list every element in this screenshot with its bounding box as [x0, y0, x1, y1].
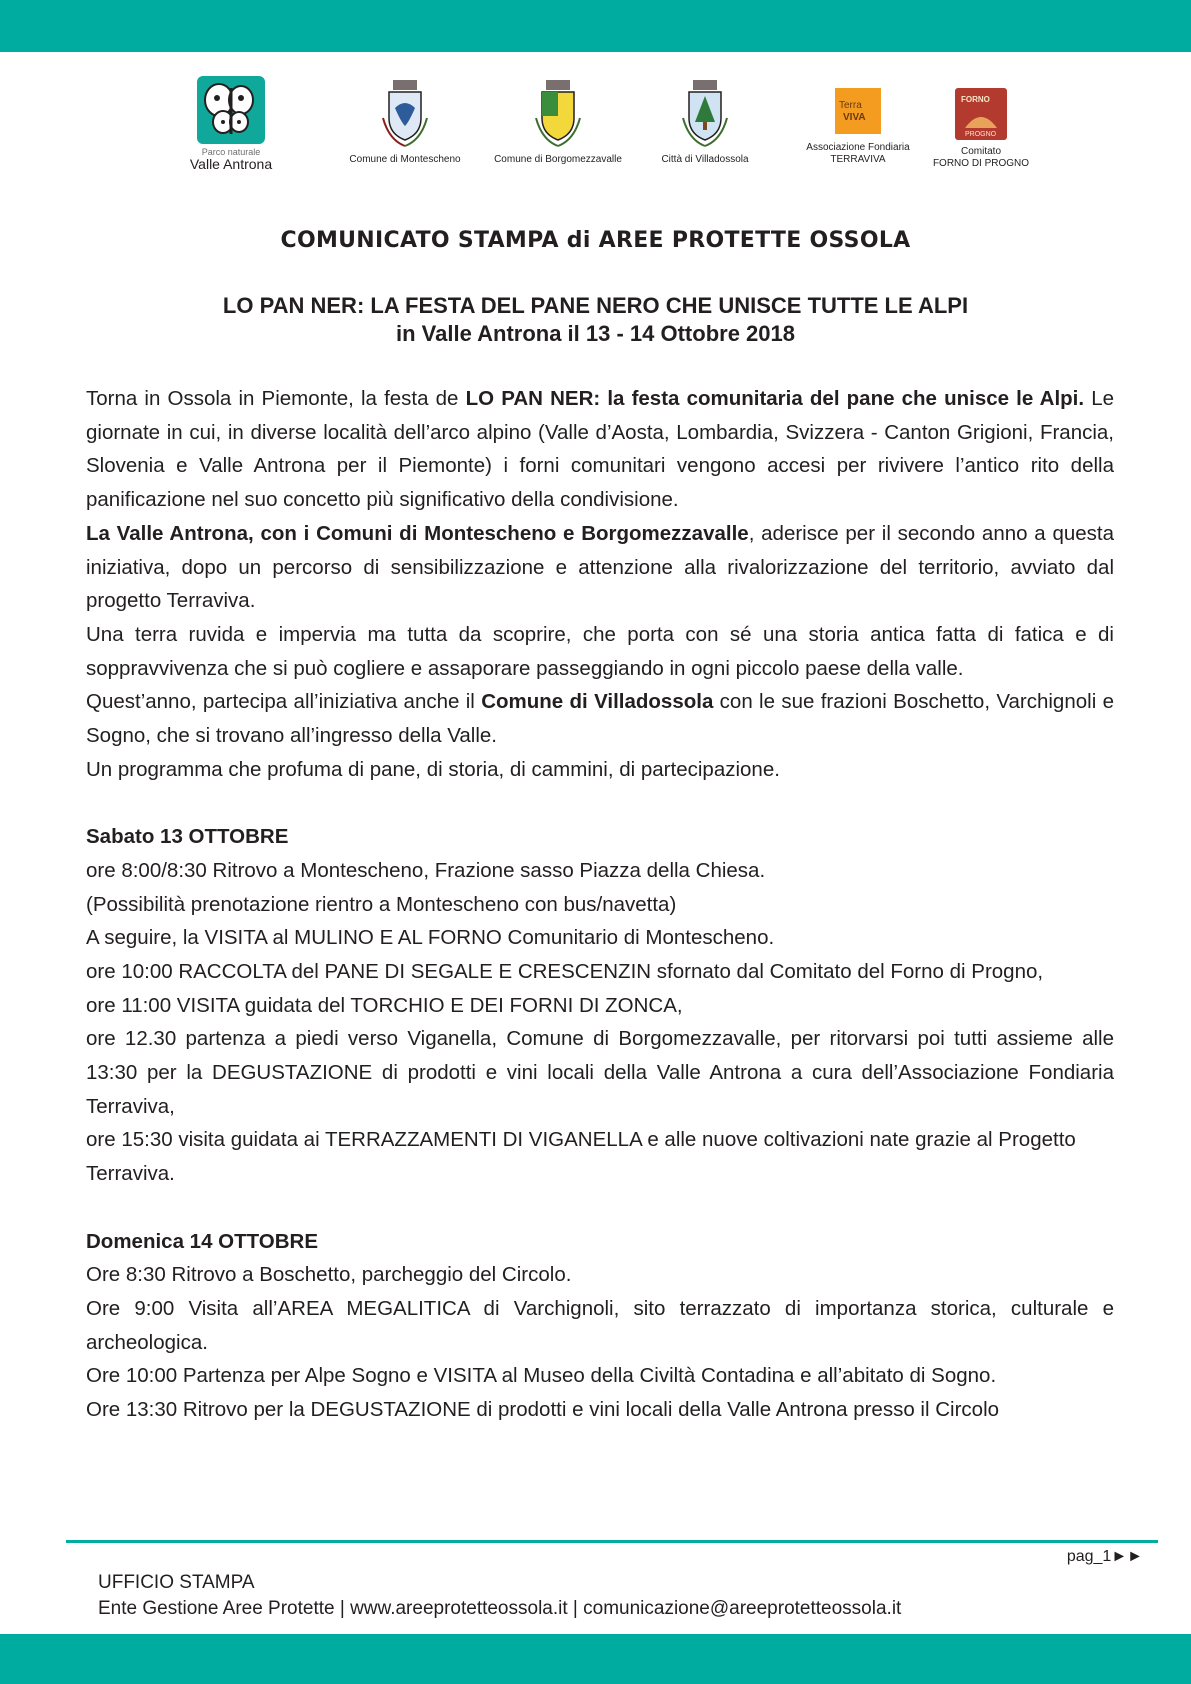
text-run: Quest’anno, partecipa all’iniziativa anche il — [86, 690, 482, 714]
domenica-title — [86, 1225, 1114, 1259]
spacer — [86, 1191, 1114, 1225]
sabato-title — [86, 820, 1114, 854]
domenica-item: Ore 13:30 Ritrovo per la DEGUSTAZIONE di prodotti e vini locali della Valle Antrona presso il Circolo — [86, 1398, 1000, 1422]
sabato-item: ore 8:00/8:30 Ritrovo a Montescheno, Frazione sasso Piazza della Chiesa. — [86, 858, 766, 882]
parco-caption: Valle Antrona — [189, 156, 273, 172]
villadossola-caption: Città di Villadossola — [661, 154, 749, 165]
header-band — [0, 0, 1191, 52]
montescheno-caption: Comune di Montescheno — [349, 154, 461, 165]
article-body — [86, 382, 1114, 1427]
headline — [0, 292, 1191, 348]
document-heading: COMUNICATO STAMPA di AREE PROTETTE OSSOLA — [280, 228, 911, 253]
text-run: Le giornate in cui, in diverse località dell’arco alpino (Valle d’Aosta, Lombardia, Svizzera - Canton Grigioni, Francia, Slovenia e Valle Antrona per il Piemonte) i forni comunitari vengono accesi per rivivere l’antico rito della panificazione nel suo concetto più significativo della condivisione. — [86, 387, 1115, 512]
forno-caption-1: Comitato — [960, 146, 1001, 157]
section-title: Domenica 14 OTTOBRE — [86, 1229, 319, 1253]
sabato-item: ore 12.30 partenza a piedi verso Viganella, Comune di Borgomezzavalle, per ritorvarsi poi tutti assieme alle 13:30 per la DEGUSTAZIONE di prodotti e vini locali della Valle Antrona a cura dell’Associazione Fondiaria Terraviva, — [86, 1027, 1114, 1118]
footer-contacts — [98, 1570, 901, 1622]
borgomezzavalle-caption: Comune di Borgomezzavalle — [494, 154, 622, 165]
sabato-item: ore 11:00 VISITA guidata del TORCHIO E DEI FORNI DI ZONCA, — [86, 993, 683, 1017]
sabato-item: ore 15:30 visita guidata ai TERRAZZAMENTI DI VIGANELLA e alle nuove coltivazioni nate grazie al Progetto Terraviva. — [86, 1128, 1076, 1186]
terraviva-logo-mark — [835, 88, 881, 134]
terraviva-caption-2: TERRAVIVA — [830, 154, 886, 165]
intro-paragraph-1 — [86, 382, 1114, 517]
page-number: pag_1►► — [1066, 1548, 1143, 1565]
svg-text:PROGNO: PROGNO — [965, 131, 997, 138]
crest-icon — [679, 78, 731, 150]
forno-logo-mark — [955, 88, 1007, 140]
spacer — [86, 786, 1114, 820]
villadossola-logo — [650, 78, 760, 166]
bold-text-run: La Valle Antrona, con i Comuni di Montescheno e Borgomezzavalle — [86, 521, 749, 545]
intro-paragraph-3: Una terra ruvida e impervia ma tutta da scoprire, che porta con sé una storia antica fatta di fatica e di soppravvivenza che si può cogliere e assaporare passeggiando in ogni piccolo paese della valle. — [86, 622, 1114, 680]
headline-line-2: in Valle Antrona il 13 - 14 Ottobre 2018 — [396, 321, 795, 346]
text-run: Torna in Ossola in Piemonte, la festa de — [86, 387, 466, 410]
domenica-item: Ore 9:00 Visita all’AREA MEGALITICA di Varchignoli, sito terrazzato di importanza storica, culturale e archeologica. — [86, 1296, 1114, 1354]
parco-caption-small: Parco naturale — [201, 147, 261, 157]
parco-valle-antrona-logo — [176, 76, 286, 172]
terraviva-caption-1: Associazione Fondiaria — [806, 142, 910, 153]
crest-icon — [532, 78, 584, 150]
headline-line-1: LO PAN NER: LA FESTA DEL PANE NERO CHE UNISCE TUTTE LE ALPI — [222, 293, 969, 318]
svg-text:VIVA: VIVA — [843, 112, 866, 123]
svg-text:Terra: Terra — [839, 100, 862, 111]
section-title: Sabato 13 OTTOBRE — [86, 825, 289, 849]
text-run: con le sue frazioni Boschetto, Varchignoli e Sogno, che si trovano all’ingresso della Valle. — [86, 690, 1114, 748]
butterfly-icon — [197, 76, 265, 144]
domenica-item: Ore 10:00 Partenza per Alpe Sogno e VISITA al Museo della Civiltà Contadina e all’abitato di Sogno. — [86, 1364, 997, 1388]
contacts-line: Ente Gestione Aree Protette | www.areeprotetteossola.it | comunicazione@areeprotetteossola.it — [98, 1598, 902, 1619]
bold-text-run: Comune di Villadossola — [481, 690, 714, 714]
sabato-item: ore 10:00 RACCOLTA del PANE DI SEGALE E CRESCENZIN sfornato dal Comitato del Forno di Progno, — [86, 959, 1044, 983]
sabato-item: (Possibilità prenotazione rientro a Montescheno con bus/navetta) — [86, 892, 677, 916]
domenica-item: Ore 8:30 Ritrovo a Boschetto, parcheggio del Circolo. — [86, 1263, 572, 1287]
logos-row — [0, 72, 1191, 192]
intro-paragraph-4 — [86, 685, 1114, 752]
bold-text-run: LO PAN NER: la festa comunitaria del pane che unisce le Alpi. — [465, 387, 1085, 410]
sabato-item: A seguire, la VISITA al MULINO E AL FORNO Comunitario di Montescheno. — [86, 926, 775, 950]
intro-paragraph-5: Un programma che profuma di pane, di storia, di cammini, di partecipazione. — [86, 757, 780, 781]
forno-caption-2: FORNO DI PROGNO — [932, 158, 1030, 169]
forno-progno-logo — [926, 88, 1036, 170]
montescheno-logo — [340, 78, 470, 166]
crest-icon — [379, 78, 431, 150]
terraviva-logo — [798, 88, 918, 166]
svg-text:FORNO: FORNO — [961, 95, 990, 104]
ufficio-stampa-label: UFFICIO STAMPA — [98, 1572, 255, 1593]
borgomezzavalle-logo — [486, 78, 630, 166]
text-run: , aderisce per il secondo anno a questa iniziativa, dopo un percorso di sensibilizzazione e attenzione alla rivalorizzazione del territorio, avviato dal progetto Terraviva. — [86, 521, 1115, 613]
footer-band — [0, 1634, 1191, 1684]
footer-divider — [66, 1540, 1158, 1543]
intro-paragraph-2 — [86, 517, 1114, 618]
